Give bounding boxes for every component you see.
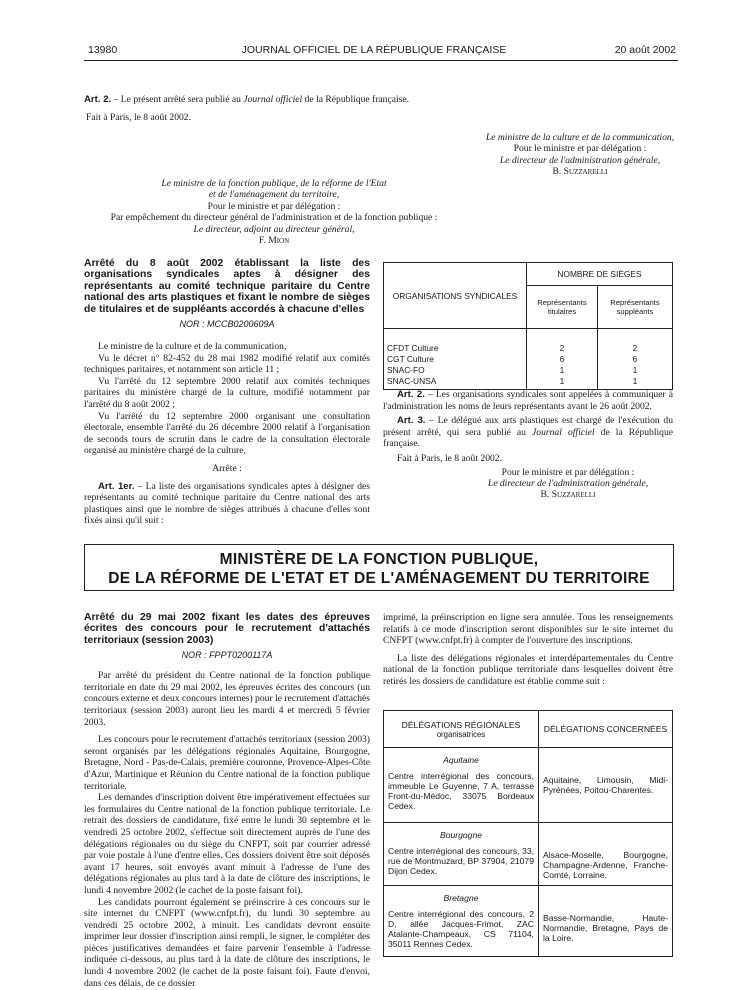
arrete1-p1: Le ministre de la culture et de la communication,	[98, 341, 287, 353]
delegation-cell	[384, 823, 539, 886]
arrete1-p3: Vu l'arrêté du 12 septembre 2000 relatif aux comités techniques paritaires du ministère chargé de la culture, modifié notamment par l'arrêté du 8 août 2002 ;	[84, 375, 370, 410]
arrete2-p4: Les candidats pourront également se préinscrire à ces concours sur le site internet du CNFPT (www.cnfpt.fr), du lundi 30 septembre au vendredi 25 octobre 2002, à minuit. Les candidats devront ensuite imprimer leur dossier d'inscription ainsi rempli, le signer, le compléter des pièces justificatives demandées et faire parvenir l'ensemble à l'adresse indiquée ci-dessous, au plus tard à la date de clôture des inscriptions, le lundi 4 novembre 2002 (le cachet de la poste faisant foi). Faute d'envoi, dans ces délais, de ce dossier	[84, 896, 370, 989]
ministry-line2: DE LA RÉFORME DE L'ETAT ET DE L'AMÉNAGEMENT DU TERRITOIRE	[108, 570, 650, 587]
arrete1-fait: Fait à Paris, le 8 août 2002.	[397, 452, 502, 464]
arrete1-left-column	[84, 258, 370, 527]
table-row-org: SNAC-FO	[387, 365, 425, 375]
top-fait: Fait à Paris, le 8 août 2002.	[86, 112, 191, 123]
arrete1-title: Arrêté du 8 août 2002 établissant la liste des organisations syndicales aptes à désigner des représentants au comité technique paritaire du Centre national des arts plastiques et fixant le nombre de sièges de titulaires et de suppléants accordés à chacune d'elles	[84, 258, 370, 315]
journal-title: JOURNAL OFFICIEL DE LA RÉPUBLIQUE FRANÇAISE	[241, 44, 507, 56]
concerned-cell: Aquitaine, Limousin, Midi-Pyrénées, Poitou-Charentes.	[539, 748, 673, 823]
arrete1-art2: Art. 2. – Les organisations syndicales sont appelées à communiquer à l'administration les noms de leurs représentants avant le 26 août 2002.	[383, 389, 673, 412]
arrete2-p2: Les concours pour le recrutement d'attachés territoriaux (session 2003) seront organisés par les délégations régionales Aquitaine, Bourgogne, Bretagne, Nord - Pas-de-Calais, première couronne, Provence-Alpes-Côte d'Azur, Martinique et Réunion du Centre national de la fonction publique territoriale.	[84, 734, 370, 792]
region-address: Centre interrégional des concours, 33, rue de Montmuzard, BP 37904, 21079 Dijon Cedex.	[388, 846, 534, 876]
table-row-sup: 6	[632, 354, 638, 364]
arrete2-right-column	[383, 612, 673, 688]
syndicats-table	[383, 262, 673, 390]
header-rule	[84, 60, 678, 61]
arrete1-p4: Vu l'arrêté du 12 septembre 2000 organisant une consultation électorale, ensemble l'arrêté du 26 décembre 2000 relatif à l'organisation de seconds tours de scrutin dans le cadre de la consultation électorale organisé au ministère chargé de la culture,	[84, 410, 370, 457]
page-number: 13980	[88, 44, 118, 56]
region-name: Aquitaine	[443, 755, 479, 765]
table-row-tit: 1	[559, 376, 565, 386]
top-art2: Art. 2. – Le présent arrêté sera publié au Journal officiel de la République française.	[84, 94, 410, 105]
arrete2-p5: imprimé, la préinscription en ligne sera annulée. Tous les renseignements relatifs à ce mode d'inscription seront disponibles sur le site internet du CNFPT (www.cnfpt.fr) à compter de l'ouverture des inscriptions.	[383, 612, 673, 647]
table-row	[384, 748, 673, 823]
arrete1-right-column	[383, 389, 673, 501]
tit-cell	[527, 329, 598, 390]
arrete1-nor: NOR : MCCB0200609A	[179, 319, 275, 330]
region-address: Centre interrégional des concours, immeuble Le Guyenne, 7 A, terrasse Front-du-Médoc, 33075 Bordeaux Cedex.	[388, 771, 534, 811]
region-name: Bretagne	[443, 893, 479, 903]
table-row-sup: 1	[632, 376, 638, 386]
arrete2-title: Arrêté du 29 mai 2002 fixant les dates des épreuves écrites des concours pour le recrutement d'attachés territoriaux (session 2003)	[84, 612, 370, 646]
col-sieges-header: NOMBRE DE SIÈGES	[527, 263, 673, 286]
table-row-tit: 2	[559, 343, 565, 353]
col-regionales-header: DÉLÉGATIONS RÉGIONALES organisatrices	[384, 711, 539, 748]
arrete2-p3: Les demandes d'inscription doivent être impérativement effectuées sur les formulaires du Centre national de la fonction publique territoriale. Le retrait des dossiers de candidature, fixé entre le lundi 30 septembre et le vendredi 25 octobre 2002, s'effectue soit directement auprès de l'une des délégations régionales ou du siège du CNFPT, soit par courrier adressé par voie postale à l'une d'entre elles. Ces dossiers doivent être soit déposés avant 17 heures, soit envoyés avant minuit à l'adresse de l'une des délégations régionales au plus tard à la date de clôture des inscriptions, le lundi 4 novembre 2002 (le cachet de la poste faisant foi).	[84, 792, 370, 896]
top-signature-center: Le ministre de la fonction publique, de la réforme de l'Etat et de l'aménagement du territoire, Pour le ministre et par délégation : Par empêchement du directeur général de l'administration et de la fonction publique : Le directeur, adjoint au directeur général, F. Mion	[110, 178, 438, 247]
col-concernees-header: DÉLÉGATIONS CONCERNÉES	[539, 711, 673, 748]
sup-cell	[597, 329, 672, 390]
table-row	[384, 886, 673, 957]
concerned-cell: Basse-Normandie, Haute-Normandie, Bretagne, Pays de la Loire.	[539, 886, 673, 957]
table-row-tit: 6	[559, 354, 565, 364]
top-signature-right: Le ministre de la culture et de la communication, Pour le ministre et par délégation : Le directeur de l'administration générale, B. Suzzarelli	[485, 132, 675, 178]
issue-date: 20 août 2002	[614, 44, 676, 56]
col-org-header: ORGANISATIONS SYNDICALES	[384, 263, 527, 329]
arrete1-art1: Art. 1er. – La liste des organisations syndicales aptes à désigner des représentants au comité technique paritaire du Centre national des arts plastiques ainsi que le nombre de sièges attribués à chacune d'elles sont fixés ainsi qu'il suit :	[84, 480, 370, 527]
ministry-line1: MINISTÈRE DE LA FONCTION PUBLIQUE,	[219, 551, 539, 568]
table-row-org: SNAC-UNSA	[387, 376, 437, 386]
concerned-cell: Alsace-Moselle, Bourgogne, Champagne-Ardenne, Franche-Comté, Lorraine.	[539, 823, 673, 886]
region-address: Centre interrégional des concours, 2 D, allée Jacques-Frimot, ZAC Atalante-Champeaux, CS 71104, 35011 Rennes Cedex.	[388, 909, 534, 949]
arrete1-signature: Pour le ministre et par délégation : Le directeur de l'administration générale, B. Suzzarelli	[487, 466, 649, 501]
table-row-tit: 1	[559, 365, 565, 375]
delegations-table	[383, 710, 673, 957]
col-suppleants-header: Représentants suppléants	[597, 286, 672, 329]
arrete2-p6: La liste des délégations régionales et interdépartementales du Centre national de la fonction publique territoriale dans lesquelles doivent être retirés les dossiers de candidature est établie comme suit :	[383, 652, 673, 687]
delegation-cell	[384, 748, 539, 823]
region-name: Bourgogne	[439, 830, 483, 840]
table-row-sup: 2	[632, 343, 638, 353]
delegation-cell	[384, 886, 539, 957]
arrete2-nor: NOR : FPPT0200117A	[181, 650, 273, 661]
table-row-sup: 1	[632, 365, 638, 375]
arrete2-left-column	[84, 612, 370, 989]
table-row	[384, 823, 673, 886]
col-titulaires-header: Représentants titulaires	[527, 286, 598, 329]
org-cell	[384, 329, 527, 390]
table-row-org: CFDT Culture	[387, 343, 439, 353]
arrete1-p2: Vu le décret n° 82-452 du 28 mai 1982 modifié relatif aux comités techniques paritaires, et notamment son article 11 ;	[84, 352, 370, 376]
table-row-org: CGT Culture	[387, 354, 434, 364]
arrete1-art3: Art. 3. – Le délégué aux arts plastiques est chargé de l'exécution du présent arrêté, qui sera publié au Journal officiel de la République française.	[383, 415, 674, 450]
arrete2-p1: Par arrêté du président du Centre national de la fonction publique territoriale en date du 29 mai 2002, les épreuves écrites des concours (un concours externe et deux concours internes) pour le recrutement d'attachés territoriaux (session 2003) auront lieu les mardi 4 et mercredi 5 février 2003.	[84, 670, 370, 728]
ministry-banner	[84, 544, 674, 591]
arrete1-arrete: Arrête :	[212, 462, 242, 474]
